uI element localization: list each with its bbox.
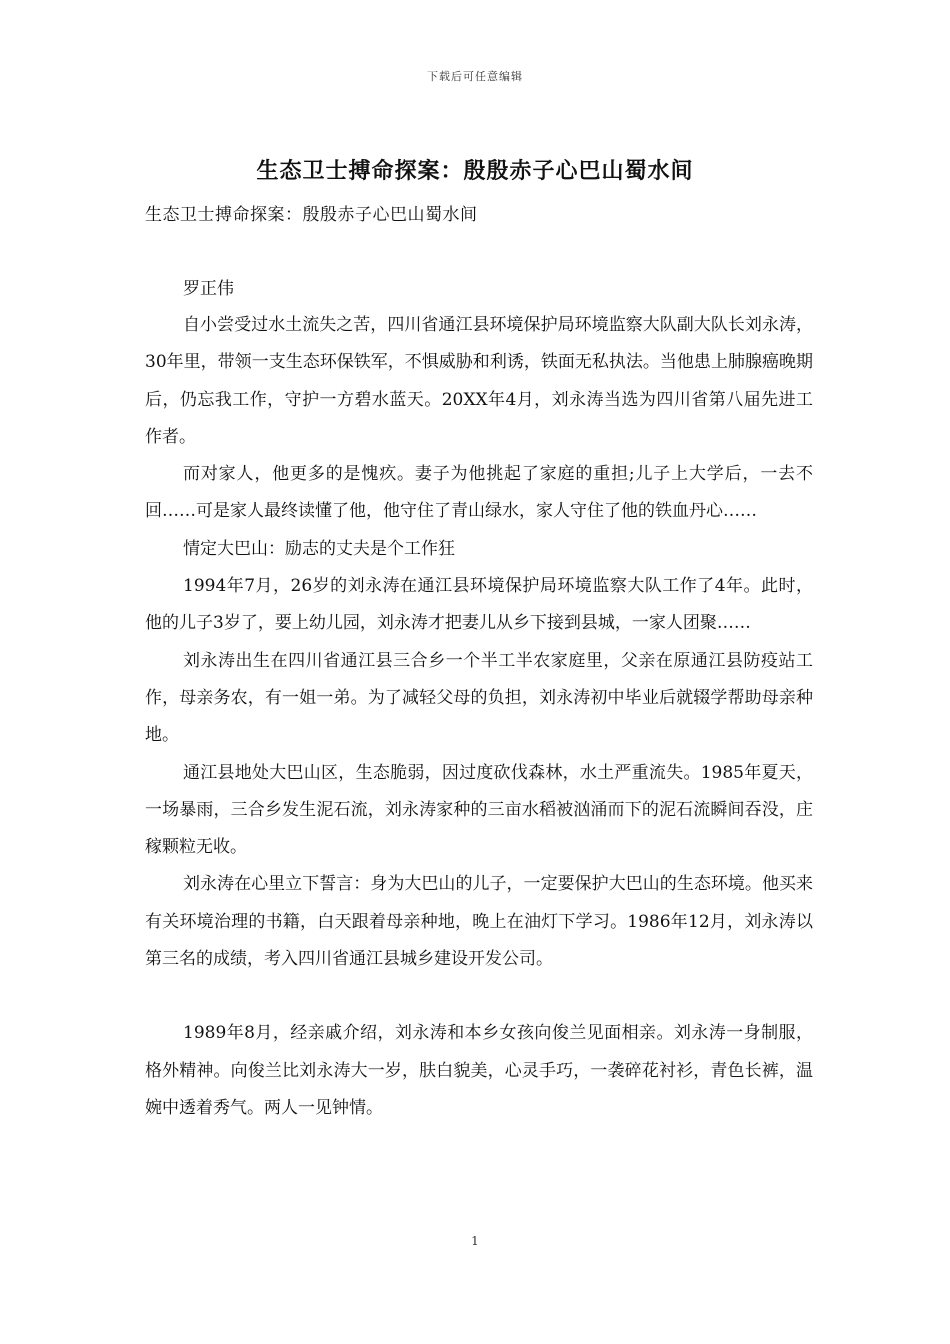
paragraph: 自小尝受过水土流失之苦，四川省通江县环境保护局环境监察大队副大队长刘永涛，30年里，带领一支生态环保铁军，不惧威胁和利诱，铁面无私执法。当他患上肺腺癌晚期后，仍忘我工作，守护一方碧水蓝天。20XX年4月，刘永涛当选为四川省第八届先进工作者。 xyxy=(145,315,813,447)
article-body xyxy=(145,307,813,1127)
paragraph: 1989年8月，经亲戚介绍，刘永涛和本乡女孩向俊兰见面相亲。刘永涛一身制服，格外精神。向俊兰比刘永涛大一岁，肤白貌美，心灵手巧，一袭碎花衬衫，青色长裤，温婉中透着秀气。两人一见钟情。 xyxy=(145,1023,813,1118)
page-header-note: 下载后可任意编辑 xyxy=(427,70,523,83)
paragraph: 而对家人，他更多的是愧疚。妻子为他挑起了家庭的重担;儿子上大学后，一去不回……可是家人最终读懂了他，他守住了青山绿水，家人守住了他的铁血丹心…… xyxy=(145,464,813,522)
author-name: 罗正伟 xyxy=(183,279,234,299)
page-number: 1 xyxy=(471,1234,479,1248)
paragraph: 刘永涛在心里立下誓言：身为大巴山的儿子，一定要保护大巴山的生态环境。他买来有关环境治理的书籍，白天跟着母亲种地，晚上在油灯下学习。1986年12月，刘永涛以第三名的成绩，考入四川省通江县城乡建设开发公司。 xyxy=(145,874,813,970)
section-heading: 情定大巴山：励志的丈夫是个工作狂 xyxy=(183,538,455,559)
document-subtitle: 生态卫士搏命探案：殷殷赤子心巴山蜀水间 xyxy=(145,205,478,225)
paragraph: 刘永涛出生在四川省通江县三合乡一个半工半农家庭里，父亲在原通江县防疫站工作，母亲务农，有一姐一弟。为了减轻父母的负担，刘永涛初中毕业后就辍学帮助母亲种地。 xyxy=(145,650,813,746)
document-title: 生态卫士搏命探案：殷殷赤子心巴山蜀水间 xyxy=(256,158,694,184)
paragraph: 1994年7月，26岁的刘永涛在通江县环境保护局环境监察大队工作了4年。此时，他的儿子3岁了，要上幼儿园，刘永涛才把妻儿从乡下接到县城，一家人团聚…… xyxy=(145,576,813,634)
paragraph: 通江县地处大巴山区，生态脆弱，因过度砍伐森林，水土严重流失。1985年夏天，一场暴雨，三合乡发生泥石流，刘永涛家种的三亩水稻被汹涌而下的泥石流瞬间吞没，庄稼颗粒无收。 xyxy=(145,762,813,858)
